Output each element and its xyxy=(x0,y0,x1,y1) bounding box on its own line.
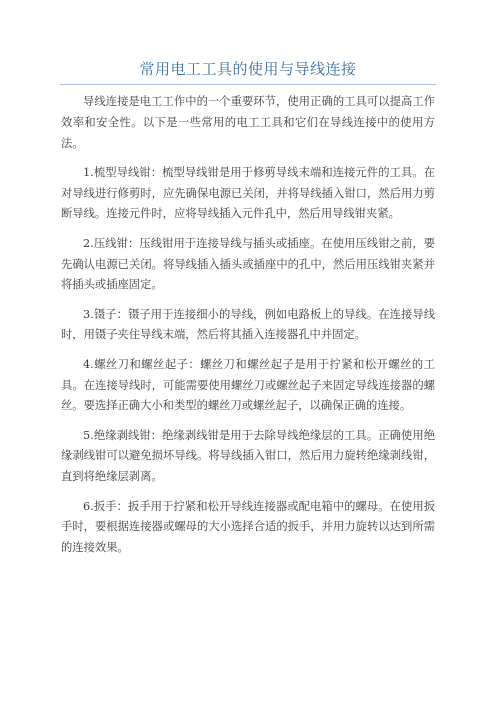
paragraph-wrench: 6.扳手：扳手用于拧紧和松开导线连接器或配电箱中的螺母。在使用扳手时，要根据连接器或螺母的大小选择合适的扳手，并用力旋转以达到所需的连接效果。 xyxy=(61,499,435,555)
paragraph-comb-wire-pliers: 1.梳型导线钳：梳型导线钳是用于修剪导线末端和连接元件的工具。在对导线进行修剪时，应先确保电源已关闭，并将导线插入钳口，然后用力剪断导线。连接元件时，应将导线插入元件孔中，然后用导线钳夹紧。 xyxy=(61,165,435,221)
page-title: 常用电工工具的使用与导线连接 xyxy=(139,60,357,78)
intro-paragraph: 导线连接是电工工作中的一个重要环节，使用正确的工具可以提高工作效率和安全性。以下是一些常用的电工工具和它们在导线连接中的使用方法。 xyxy=(61,95,435,150)
paragraph-screwdrivers: 4.螺丝刀和螺丝起子：螺丝刀和螺丝起子是用于拧紧和松开螺丝的工具。在连接导线时，可能需要使用螺丝刀或螺丝起子来固定导线连接器的螺丝。要选择正确大小和类型的螺丝刀或螺丝起子，以确保正确的连接。 xyxy=(61,357,435,413)
title-divider xyxy=(60,84,436,85)
paragraph-crimping-pliers: 2.压线钳：压线钳用于连接导线与插头或插座。在使用压线钳之前，要先确认电源已关闭。将导线插入插头或插座中的孔中，然后用压线钳夹紧并将插头或插座固定。 xyxy=(61,236,435,292)
paragraph-wire-strippers: 5.绝缘剥线钳：绝缘剥线钳是用于去除导线绝缘层的工具。正确使用绝缘剥线钳可以避免损坏导线。将导线插入钳口，然后用力旋转绝缘剥线钳，直到将绝缘层剥离。 xyxy=(61,428,435,484)
document-body xyxy=(61,92,435,567)
paragraph-tweezers: 3.镊子：镊子用于连接细小的导线，例如电路板上的导线。在连接导线时，用镊子夹住导线末端，然后将其插入连接器孔中并固定。 xyxy=(61,307,435,342)
